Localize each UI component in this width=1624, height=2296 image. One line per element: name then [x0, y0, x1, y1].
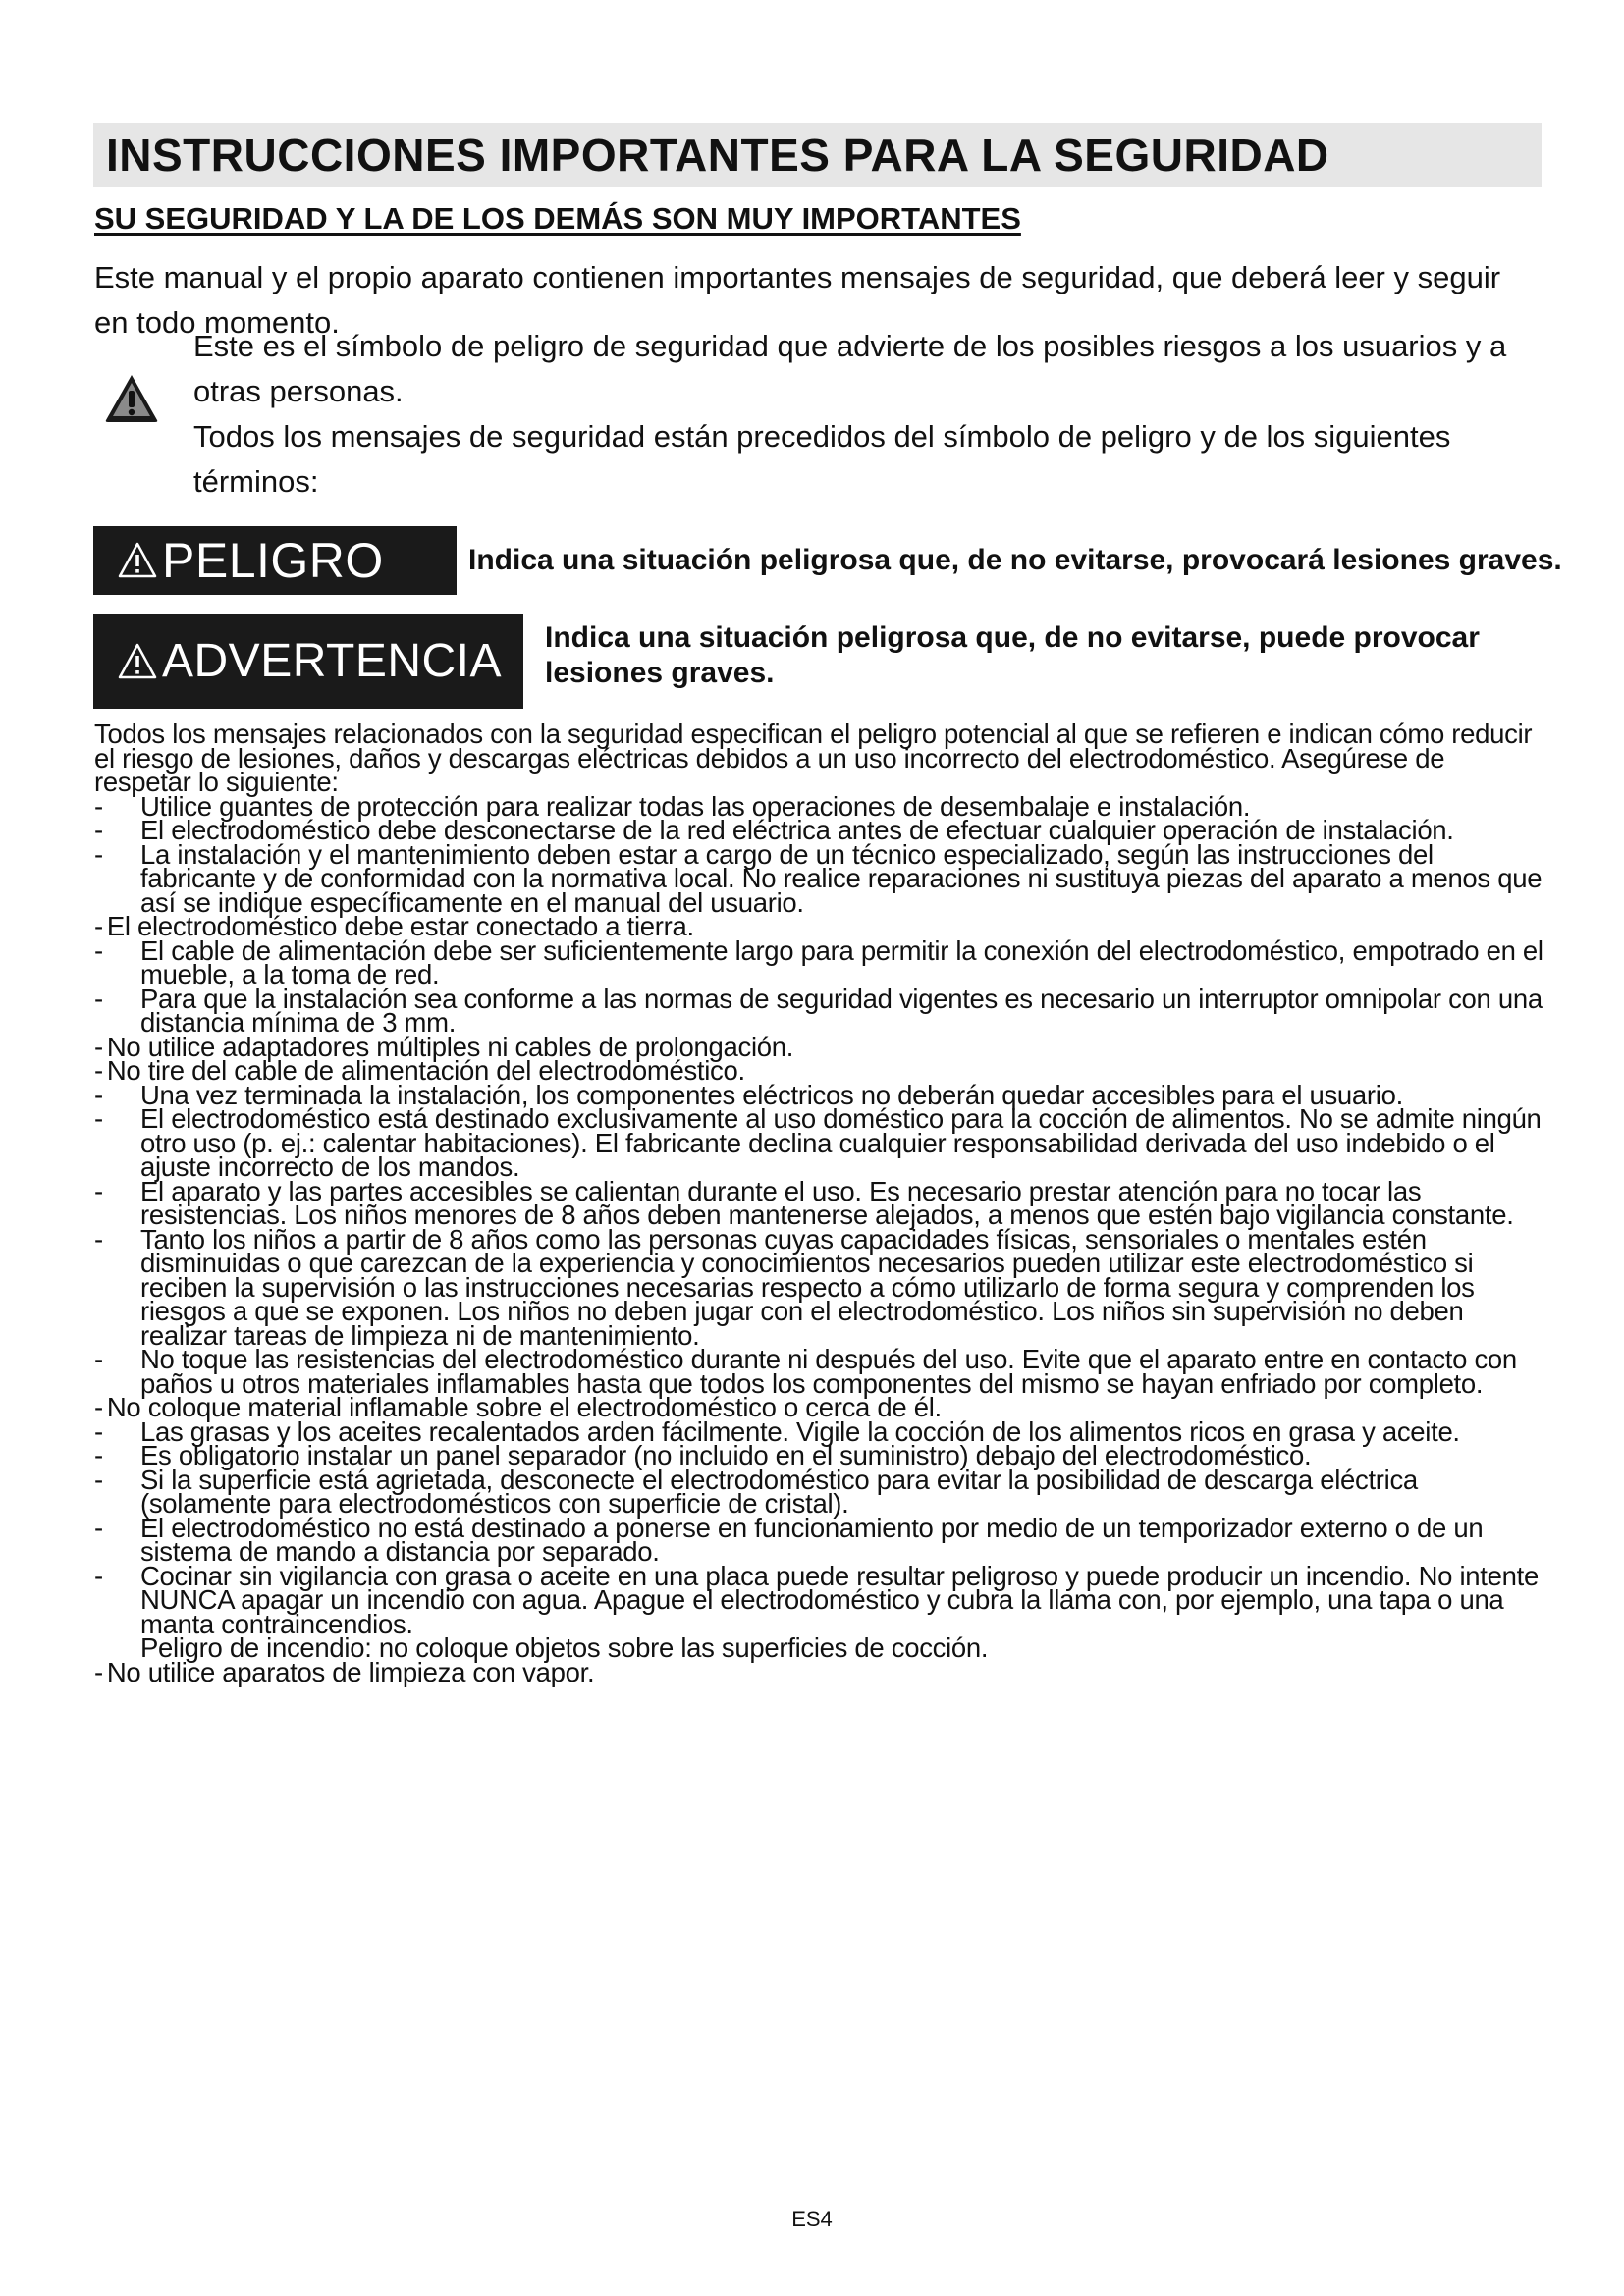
list-item: - Si la superficie está agrietada, desconecte el electrodoméstico para evitar la posibilidad de descarga eléctrica (solamente para electrodomésticos con superficie de cristal). [94, 1468, 1547, 1517]
list-item-text: No tire del cable de alimentación del electrodoméstico. [106, 1055, 745, 1086]
advertencia-description: Indica una situación peligrosa que, de no evitarse, puede provocar lesiones graves. [545, 621, 1480, 689]
list-item: - Una vez terminada la instalación, los componentes eléctricos no deberán quedar accesibles para el usuario. [94, 1084, 1547, 1108]
list-item: - El electrodoméstico debe desconectarse de la red eléctrica antes de efectuar cualquier operación de instalación. [94, 819, 1547, 843]
list-item: - Utilice guantes de protección para realizar todas las operaciones de desembalaje e instalación. [94, 795, 1547, 820]
list-item-text: No coloque material inflamable sobre el electrodoméstico o cerca de él. [106, 1392, 942, 1422]
list-item-text: No utilice adaptadores múltiples ni cables de prolongación. [106, 1031, 794, 1062]
instructions-list [94, 790, 1547, 1687]
list-item-text: El electrodoméstico debe estar conectado a tierra. [106, 911, 694, 941]
symbol-text-1: Este es el símbolo de peligro de seguridad que advierte de los posibles riesgos a los usuarios y a otras personas. [193, 329, 1507, 408]
symbol-text-2: Todos los mensajes de seguridad están precedidos del símbolo de peligro y de los siguientes términos: [193, 419, 1451, 499]
list-item: - Para que la instalación sea conforme a las normas de seguridad vigentes es necesario un interruptor omnipolar con una distancia mínima de 3 mm. [94, 988, 1547, 1036]
list-item: - Es obligatorio instalar un panel separador (no incluido en el suministro) debajo del electrodoméstico. [94, 1444, 1547, 1468]
advertencia-badge [93, 614, 523, 709]
warning-outline-icon [117, 642, 158, 681]
list-item: - Las grasas y los aceites recalentados arden fácilmente. Vigile la cocción de los alimentos ricos en grasa y aceite. [94, 1420, 1547, 1445]
list-dash: - [94, 1055, 103, 1086]
list-item: - No toque las resistencias del electrodoméstico durante ni después del uso. Evite que el aparato entre en contacto con paños u otros materiales inflamables hasta que todos los componentes del mismo se hayan enfriado por completo. [94, 1348, 1547, 1396]
instructions-lead: Todos los mensajes relacionados con la seguridad especifican el peligro potencial al que se refieren e indican cómo reducir el riesgo de lesiones, daños y descargas eléctricas debidos a un uso incorrecto del electrodoméstico. Asegúrese de respetar lo siguiente: [94, 719, 1533, 797]
list-dash: - [94, 1392, 103, 1422]
list-item-text: No utilice aparatos de limpieza con vapor. [106, 1656, 595, 1687]
peligro-label: PELIGRO [162, 533, 384, 588]
warning-triangle-icon [104, 373, 159, 424]
page-title: INSTRUCCIONES IMPORTANTES PARA LA SEGURIDAD [106, 130, 1329, 181]
list-item [94, 1656, 1547, 1687]
warning-outline-icon [117, 541, 158, 580]
list-item: Peligro de incendio: no coloque objetos sobre las superficies de cocción. [140, 1632, 989, 1663]
list-item: - El electrodoméstico está destinado exclusivamente al uso doméstico para la cocción de alimentos. No se admite ningún otro uso (p. ej.: calentar habitaciones). El fabricante declina cualquier responsabilidad derivada del uso indebido o el ajuste incorrecto de los mandos. [94, 1107, 1547, 1180]
list-item: - La instalación y el mantenimiento deben estar a cargo de un técnico especializado, según las instrucciones del fabricante y de conformidad con la normativa local. No realice reparaciones ni sustituya piezas del aparato a menos que así se indique específicamente en el manual del usuario. [94, 843, 1547, 916]
peligro-description: Indica una situación peligrosa que, de no evitarse, provocará lesiones graves. [468, 544, 1562, 576]
list-dash: - [94, 911, 103, 941]
list-dash: - [94, 1656, 103, 1687]
list-dash: - [94, 1031, 103, 1062]
advertencia-label: ADVERTENCIA [162, 635, 503, 687]
peligro-badge [93, 526, 457, 595]
list-item: - El aparato y las partes accesibles se calientan durante el uso. Es necesario prestar atención para no tocar las resistencias. Los niños menores de 8 años deben mantenerse alejados, a menos que estén bajo vigilancia constante. [94, 1180, 1547, 1228]
symbol-explanation [193, 324, 1529, 505]
list-item: - Tanto los niños a partir de 8 años como las personas cuyas capacidades físicas, sensoriales o mentales estén disminuidas o que carezcan de la experiencia y conocimientos necesarios pueden utilizar este electrodoméstico si reciben la supervisión o las instrucciones necesarias respecto a cómo utilizarlo de forma segura y comprenden los riesgos a que se exponen. Los niños no deben jugar con el electrodoméstico. Los niños sin supervisión no deben realizar tareas de limpieza ni de mantenimiento. [94, 1228, 1547, 1349]
safety-instructions [94, 719, 1547, 1687]
section-subtitle: SU SEGURIDAD Y LA DE LOS DEMÁS SON MUY IMPORTANTES [94, 201, 1021, 236]
list-item: - Cocinar sin vigilancia con grasa o aceite en una placa puede resultar peligroso y puede producir un incendio. No intente NUNCA apagar un incendio con agua. Apague el electrodoméstico y cubra la llama con, por ejemplo, una tapa o una manta contraincendios. [94, 1565, 1547, 1637]
page-number: ES4 [791, 2207, 833, 2231]
intro-paragraph: Este manual y el propio aparato contienen importantes mensajes de seguridad, que deberá leer y seguir en todo momento. [94, 260, 1501, 340]
list-item: - El electrodoméstico no está destinado a ponerse en funcionamiento por medio de un temporizador externo o de un sistema de mando a distancia por separado. [94, 1517, 1547, 1565]
list-item: - El cable de alimentación debe ser suficientemente largo para permitir la conexión del electrodoméstico, empotrado en el mueble, a la toma de red. [94, 939, 1547, 988]
